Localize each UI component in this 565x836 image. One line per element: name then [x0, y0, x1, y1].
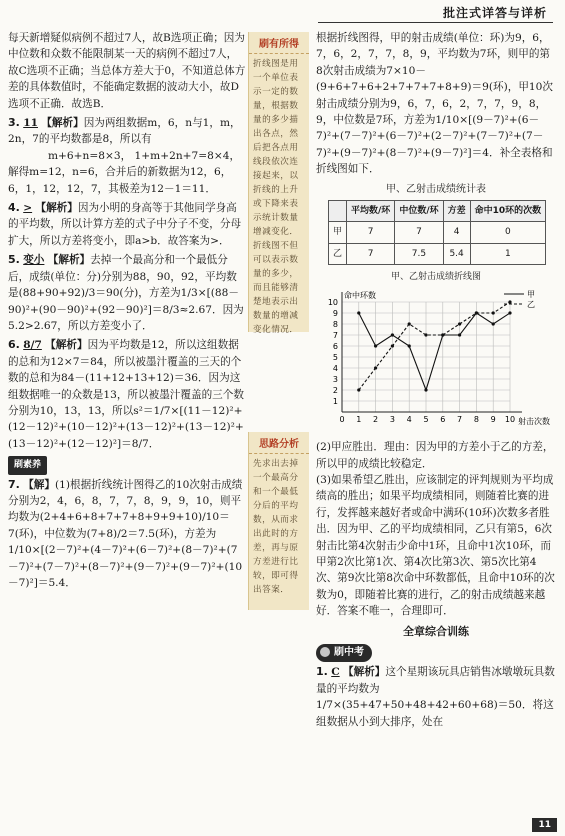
q7-part3: (3)如果希望乙胜出，应该制定的评判规则为平均成绩高的胜出；如果平均成绩相同，则随着比赛的进行，发挥越来越好者或命中满环(10环)次数多者胜出．因为甲、乙的平均成绩相同，乙只有第5，6次射击比第4次射击少命中1环，且命中1次10环，而甲第2次比第1次、第4次比第3次、第5次比第4次、第9次比第8次命中环数都低，且命中10环的次数为0，即随着比赛的进行，乙的射击成绩越来越好．答案不唯一，合理即可．	[316, 473, 555, 618]
q4-answer: >	[23, 202, 33, 215]
section-title: 全章综合训练	[403, 624, 469, 638]
side-note-gains-body: 折线图是用一个单位表示一定的数量，根据数量的多少描出各点，然后把各点用线段依次连接起来，以折线的上升或下降来表示统计数量增减变化．折线图不但可以表示数量的多少，而且能够清楚地表示出数量的增减变化情况．	[253, 59, 299, 335]
stats-table-header	[329, 201, 546, 222]
table-cell: 甲	[329, 222, 347, 243]
table-cell: 1	[470, 243, 546, 264]
data-point	[458, 333, 461, 336]
y-tick-label: 4	[332, 363, 338, 373]
exam-q1	[316, 664, 556, 730]
y-tick-label: 9	[332, 308, 338, 318]
x-tick-label: 3	[389, 414, 395, 424]
side-note-analysis	[248, 432, 309, 610]
q5-tag: 【解析】	[47, 254, 91, 267]
data-point	[357, 388, 360, 391]
table-row	[329, 222, 546, 243]
exam-pill-row	[316, 644, 556, 662]
table-caption: 甲、乙射击成绩统计表	[386, 183, 486, 195]
left-column	[8, 30, 246, 591]
data-point	[391, 333, 394, 336]
x-tick-label: 5	[423, 414, 429, 424]
q7-part1-continued: 根据折线图得，甲的射击成绩(单位：环)为9，6，7，6，2，7，7，8，9，平均数为7环，则甲的第8次射击成绩为7×10－(9+6+7+6+2+7+7+7+8+9)＝9(环)，甲10次射击成绩分别为9，6，7，6，2，7，7，9，8，9，中位数是7环，方差为1/10×[(9－7)²+(6－7)²+(7－7)²+(6－7)²+(2－7)²+(7－7)²+(7－7)²+(9－7)²+(8－7)²+(9－7)²]＝4．补全表格和折线图如下．	[316, 32, 554, 176]
table-header-cell	[329, 201, 347, 222]
q4-number: 4.	[8, 201, 20, 215]
data-point	[492, 322, 495, 325]
table-cell: 7	[347, 222, 395, 243]
q6-number: 6.	[8, 338, 20, 352]
y-tick-label: 10	[327, 297, 338, 307]
x-tick-label: 10	[504, 414, 516, 424]
series-line-0	[359, 313, 510, 390]
q6-answer: 8/7	[23, 339, 42, 352]
table-cell: 7.5	[395, 243, 443, 264]
q3-number: 3.	[8, 116, 20, 130]
q4-text: 因为小明的身高等于其他同学身高的平均数，所以计算方差的式子中分子不变，分母扩大，所以方差将变小，即a>b．故答案为>．	[8, 202, 242, 247]
data-point	[374, 344, 377, 347]
q7-text: (1)根据折线统计图得乙的10次射击成绩分别为2，4，6，8，7，7，8，9，9，10，则平均数为(2+4+6+8+7+7+8+9+9+10)/10＝7(环)，中位数为(7+8)/2＝7.5(环)，方差为1/10×[(2－7)²+(4－7)²+(6－7)²+(8－7)²+(7－7)²+(7－7)²+(8－7)²+(9－7)²+(9－7)²+(10－7)²]＝5.4．	[8, 478, 243, 589]
q7-number: 7.	[8, 477, 20, 491]
data-point	[357, 311, 360, 314]
table-cell: 乙	[329, 243, 347, 264]
exam-q1-answer: C	[331, 666, 340, 679]
q5	[8, 252, 246, 334]
side-note-analysis-title: 思路分析	[249, 432, 309, 454]
data-point	[374, 366, 377, 369]
data-point	[391, 344, 394, 347]
data-point	[408, 344, 411, 347]
y-tick-label: 3	[332, 374, 338, 384]
data-point	[492, 311, 495, 314]
q6-text: 因为平均数是12，所以这组数据的总和为12×7＝84，所以被墨汁覆盖的三天的个数的总和为84－(11+12+13+12)＝36．因为这组数据唯一的众数是13，所以被墨汁覆盖的三个数分别为10，13，13，所以s²＝1/7×[(11－12)²+(12－12)²+(10－12)²+(13－12)²+(13－12)²+(13－12)²+(12－12)²]＝8/7．	[8, 339, 244, 450]
q5-answer: 变小	[23, 254, 45, 267]
exam-q1-tag: 【解析】	[343, 666, 386, 679]
data-point	[424, 388, 427, 391]
q3-tag: 【解析】	[41, 117, 84, 130]
x-tick-label: 7	[457, 414, 463, 424]
y-tick-label: 8	[332, 319, 338, 329]
side-note-gains-title: 刷有所得	[249, 32, 309, 54]
q2-continuation: 每天新增疑似病例不超过7人，故B选项正确；因为中位数和众数不能限制某一天的病例不超过7人，故C选项不正确；当总体方差大于0，不知道总体方差的具体数值时，不能确定数据的波动大小，故D选项不正确．故选B．	[8, 32, 246, 110]
data-point	[508, 300, 511, 303]
data-point	[508, 311, 511, 314]
x-tick-label: 0	[339, 414, 345, 424]
data-point	[424, 333, 427, 336]
q3-answer: 11	[23, 117, 38, 130]
y-tick-label: 2	[332, 385, 338, 395]
page-number: 11	[532, 818, 557, 832]
q6-tag: 【解析】	[45, 339, 88, 352]
practice-badge: 刷素养	[8, 456, 47, 474]
q7	[8, 477, 246, 592]
line-chart	[316, 286, 556, 434]
y-tick-label: 6	[332, 341, 338, 351]
table-cell: 5.4	[443, 243, 470, 264]
exam-q1-text: 这个星期该玩具店销售冰墩墩玩具数量的平均数为1/7×(35+47+50+48+42+60+68)＝50．将这组数据从小到大排序，处在	[316, 666, 555, 728]
chart-caption: 甲、乙射击成绩折线图	[390, 272, 481, 283]
stats-table	[328, 200, 546, 265]
x-tick-label: 6	[440, 414, 446, 424]
table-header-cell: 命中10环的次数	[470, 201, 546, 222]
x-tick-label: 8	[473, 414, 479, 424]
side-note-analysis-body: 先求出去掉一个最高分和一个最低分后的平均数，从而求出此时的方差，再与原方差进行比较，即可得出答案．	[253, 459, 299, 595]
practice-badge-row	[8, 456, 246, 474]
x-tick-label: 1	[356, 414, 362, 424]
x-axis-label: 射击次数	[518, 416, 550, 426]
table-header-cell: 中位数/环	[395, 201, 443, 222]
side-note-gains	[248, 32, 309, 335]
x-tick-label: 9	[490, 414, 496, 424]
x-tick-label: 2	[373, 414, 379, 424]
q5-number: 5.	[8, 253, 20, 267]
data-point	[441, 333, 444, 336]
table-cell: 0	[470, 222, 546, 243]
q3-text-b: 解得m=12，n=6，合并后的新数据为12，6，6，1，12，12，7，其极差为12－1＝11．	[8, 166, 232, 195]
q5-text: 去掉一个最高分和一个最低分后，成绩(单位：分)分别为88，90，92，平均数是(88+90+92)/3＝90(分)，方差为1/3×[(88－90)²+(90－90)²+(92－90)²]＝8/3≈2.67．因为5.2>2.67，所以方差变小了．	[8, 254, 244, 332]
table-header-cell: 平均数/环	[347, 201, 395, 222]
y-tick-label: 1	[332, 396, 338, 406]
q4	[8, 200, 246, 249]
y-tick-label: 7	[332, 330, 338, 340]
header-title: 批注式详答与详析	[442, 6, 547, 20]
table-cell: 7	[395, 222, 443, 243]
table-cell: 7	[347, 243, 395, 264]
x-tick-label: 4	[406, 414, 412, 424]
y-axis-label: 命中环数	[344, 290, 376, 300]
table-header-cell: 方差	[443, 201, 470, 222]
q6	[8, 337, 246, 452]
exam-q1-number: 1.	[316, 665, 328, 679]
header-rule	[318, 22, 553, 23]
q7-tag: 【解】	[23, 478, 55, 491]
q7-part2: (2)甲应胜出．理由：因为甲的方差小于乙的方差，所以甲的成绩比较稳定．	[316, 441, 554, 470]
data-point	[458, 322, 461, 325]
right-column	[316, 30, 556, 730]
q3	[8, 115, 246, 197]
q3-system: m+6+n=8×3， 1+m+2n+7=8×4，	[48, 149, 241, 162]
legend-label: 乙	[527, 299, 535, 309]
table-row	[329, 243, 546, 264]
legend-label: 甲	[527, 289, 535, 299]
data-point	[475, 311, 478, 314]
data-point	[408, 322, 411, 325]
exam-pill: 刷中考	[316, 644, 372, 662]
q4-tag: 【解析】	[35, 202, 78, 215]
q3-text-a: 因为两组数据m，6，n与1，m，2n，7的平均数都是8，所以有	[8, 117, 241, 146]
table-cell: 4	[443, 222, 470, 243]
y-tick-label: 5	[332, 352, 338, 362]
